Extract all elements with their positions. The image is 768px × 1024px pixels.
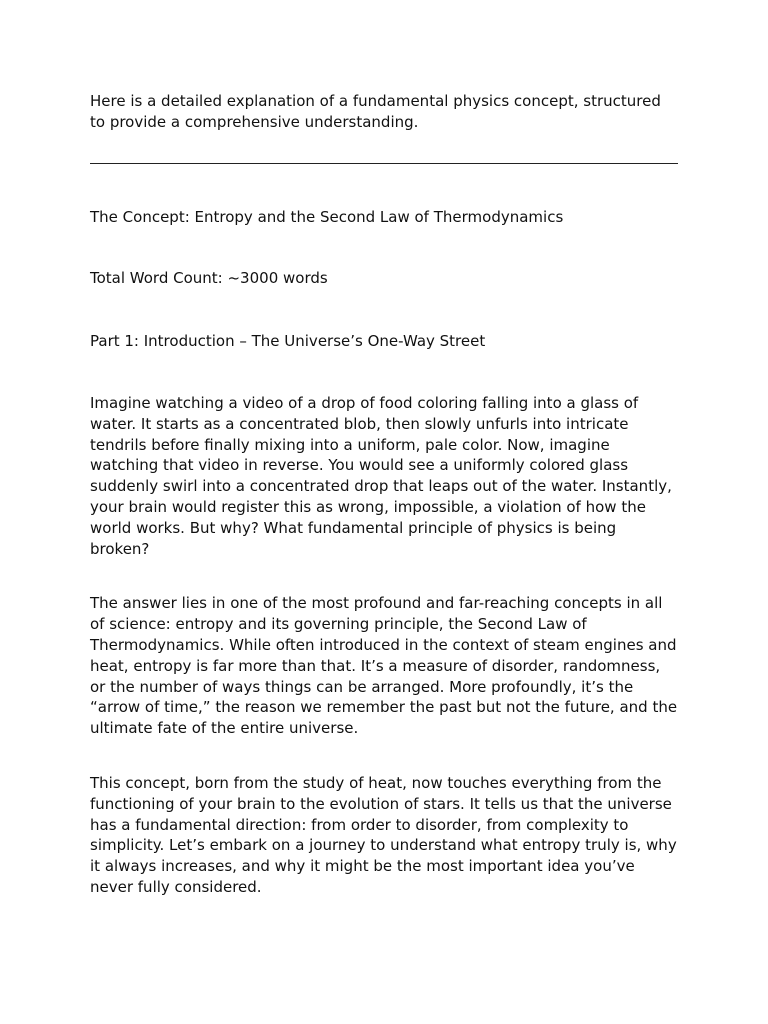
body-paragraph: The answer lies in one of the most profound and far-reaching concepts in all of science: entropy and its governing principle, the Second Law of Thermodynamics. While often introduced in the context of steam engines and heat, entropy is far more than that. It’s a measure of disorder, randomness, or the number of ways things can be arranged. More profoundly, it’s the “arrow of time,” the reason we remember the past but not the future, and the ultimate fate of the entire universe. [90, 594, 678, 738]
part-heading: Part 1: Introduction – The Universe’s One-Way Street [90, 332, 486, 351]
word-count: Total Word Count: ~3000 words [90, 269, 328, 288]
body-paragraph: Imagine watching a video of a drop of food coloring falling into a glass of water. It starts as a concentrated blob, then slowly unfurls into intricate tendrils before finally mixing into a uniform, pale color. Now, imagine watching that video in reverse. You would see a uniformly colored glass suddenly swirl into a concentrated drop that leaps out of the water. Instantly, your brain would register this as wrong, impossible, a violation of how the world works. But why? What fundamental principle of physics is being broken? [90, 393, 672, 558]
concept-title: The Concept: Entropy and the Second Law of Thermodynamics [90, 207, 564, 226]
document-body [90, 91, 678, 932]
intro-paragraph: Here is a detailed explanation of a fundamental physics concept, structured to provide a comprehensive understanding. [90, 92, 661, 131]
horizontal-divider [90, 163, 678, 164]
body-paragraph: This concept, born from the study of heat, now touches everything from the functioning of your brain to the evolution of stars. It tells us that the universe has a fundamental direction: from order to disorder, from complexity to simplicity. Let’s embark on a journey to understand what entropy truly is, why it always increases, and why it might be the most important idea you’ve never fully considered. [90, 773, 677, 896]
